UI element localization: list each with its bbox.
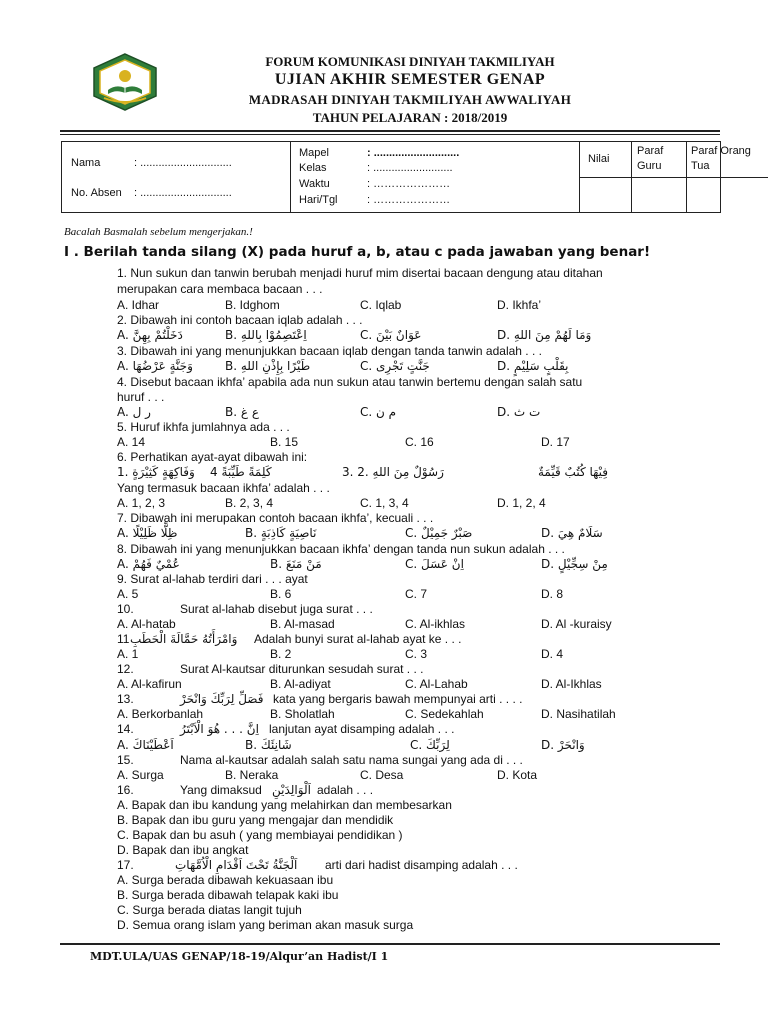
option-3c[interactable]: C. جَنَّتٍ تَجْرِى: [360, 359, 430, 373]
question-5: 5. Huruf ikhfa jumlahnya ada . . .: [117, 420, 290, 434]
option-1b[interactable]: B. Idghom: [225, 298, 280, 312]
option-5a[interactable]: A. 14: [117, 435, 146, 449]
paraf-guru-label-2: Guru: [637, 160, 662, 172]
option-6c[interactable]: C. 1, 3, 4: [360, 496, 409, 510]
option-11a[interactable]: A. 1: [117, 647, 139, 661]
option-7a[interactable]: A. ظِلًّا ظَلِيْلًا: [117, 526, 178, 540]
waktu-label: Waktu: [299, 178, 330, 190]
option-14c[interactable]: C. لِرَبِّكَ: [410, 738, 450, 752]
option-6a[interactable]: A. 1, 2, 3: [117, 496, 166, 510]
option-13d[interactable]: D. Nasihatilah: [541, 707, 616, 721]
option-15b[interactable]: B. Neraka: [225, 768, 279, 782]
header-rule-thin: [60, 134, 720, 135]
question-15: Nama al-kautsar adalah salah satu nama sungai yang ada di . . .: [180, 753, 523, 767]
option-4a[interactable]: A. ر ل: [117, 405, 151, 419]
kelas-field[interactable]: : ..........................: [367, 162, 453, 174]
paraf-guru-label: Paraf: [637, 145, 664, 157]
option-9b[interactable]: B. 6: [270, 587, 292, 601]
absen-field[interactable]: : ..............................: [134, 187, 232, 199]
option-5c[interactable]: C. 16: [405, 435, 434, 449]
option-13a[interactable]: A. Berkorbanlah: [117, 707, 204, 721]
option-10a[interactable]: A. Al-hatab: [117, 617, 176, 631]
question-17-hadist: اَلْجَنَّةُ تَحْتَ اَقْدَامِ الْاُمَّهَاتِ: [175, 858, 298, 872]
question-17-number: 17.: [117, 858, 134, 872]
option-9c[interactable]: C. 7: [405, 587, 428, 601]
question-10-number: 10.: [117, 602, 134, 616]
option-16c[interactable]: C. Bapak dan bu asuh ( yang membiayai pendidikan ): [117, 828, 403, 842]
option-17b[interactable]: B. Surga berada dibawah telapak kaki ibu: [117, 888, 339, 902]
option-14b[interactable]: B. شَانِئَكَ: [245, 738, 292, 752]
question-6: 6. Perhatikan ayat-ayat dibawah ini:: [117, 450, 308, 464]
question-15-number: 15.: [117, 753, 134, 767]
question-9: 9. Surat al-lahab terdiri dari . . . ayat: [117, 572, 308, 586]
footer-code: MDT.ULA/UAS GENAP/18-19/Alqur’an Hadist/I 1: [90, 950, 389, 963]
nama-field[interactable]: : ..............................: [134, 157, 232, 169]
absen-label: No. Absen: [71, 187, 122, 199]
question-6-cont: Yang termasuk bacaan ikhfa’ adalah . . .: [117, 481, 330, 495]
option-10c[interactable]: C. Al-ikhlas: [405, 617, 466, 631]
option-15c[interactable]: C. Desa: [360, 768, 404, 782]
question-7: 7. Dibawah ini merupakan contoh bacaan ikhfa’, kecuali . . .: [117, 511, 434, 525]
option-16a[interactable]: A. Bapak dan ibu kandung yang melahirkan dan membesarkan: [117, 798, 452, 812]
section-title: I . Berilah tanda silang (X) pada huruf a, b, atau c pada jawaban yang benar!: [64, 244, 651, 260]
option-5d[interactable]: D. 17: [541, 435, 570, 449]
option-5b[interactable]: B. 15: [270, 435, 299, 449]
question-16-pre: Yang dimaksud: [180, 783, 262, 797]
option-17a[interactable]: A. Surga berada dibawah kekuasaan ibu: [117, 873, 334, 887]
option-11c[interactable]: C. 3: [405, 647, 428, 661]
option-17d[interactable]: D. Semua orang islam yang beriman akan masuk surga: [117, 918, 414, 932]
option-4d[interactable]: D. ت ث: [497, 405, 541, 419]
question-12: Surat Al-kautsar diturunkan sesudah surat . . .: [180, 662, 424, 676]
option-15d[interactable]: D. Kota: [497, 768, 538, 782]
option-8b[interactable]: B. مَنْ مَنَعَ: [270, 557, 322, 571]
option-7d[interactable]: D. سَلَامٌ هِيَ: [541, 526, 603, 540]
question-11: Adalah bunyi surat al-lahab ayat ke . . .: [254, 632, 462, 646]
nilai-label: Nilai: [588, 153, 610, 165]
question-13-number: 13.: [117, 692, 134, 706]
option-1d[interactable]: D. Ikhfa’: [497, 298, 542, 312]
option-2d[interactable]: D. وَمَا لَهُمْ مِنَ اللهِ: [497, 328, 592, 342]
option-3d[interactable]: D. بِقَلْبٍ سَلِيْمٍ: [497, 359, 569, 373]
student-cell: [62, 142, 291, 212]
option-11b[interactable]: B. 2: [270, 647, 292, 661]
option-6d[interactable]: D. 1, 2, 4: [497, 496, 546, 510]
question-1: 1. Nun sukun dan tanwin berubah menjadi huruf mim disertai bacaan dengung atau ditahan: [117, 266, 603, 280]
option-11d[interactable]: D. 4: [541, 647, 564, 661]
question-2: 2. Dibawah ini contoh bacaan iqlab adalah . . .: [117, 313, 363, 327]
identity-table: [61, 141, 751, 213]
option-7b[interactable]: B. نَاصِيَةٍ كَاذِبَةٍ: [245, 526, 317, 540]
question-11-ayat: وَامْرَأَتُهُ حَمَّالَةَ الْحَطَبِ: [130, 632, 238, 646]
option-13b[interactable]: B. Sholatlah: [270, 707, 335, 721]
academic-year: TAHUN PELAJARAN : 2018/2019: [312, 110, 508, 125]
question-4-cont: huruf . . .: [117, 390, 165, 404]
option-16d[interactable]: D. Bapak dan ibu angkat: [117, 843, 249, 857]
question-12-number: 12.: [117, 662, 134, 676]
option-15a[interactable]: A. Surga: [117, 768, 164, 782]
paraf-guru-cell: [632, 142, 687, 212]
option-2a[interactable]: A. دَخَلْتُمْ بِهِنَّ: [117, 328, 183, 342]
option-1a[interactable]: A. Idhar: [117, 298, 160, 312]
paraf-ortu-label-2: Tua: [691, 160, 710, 172]
mapel-label: Mapel: [299, 147, 329, 159]
option-7c[interactable]: C. صَبْرٌ جَمِيْلٌ: [405, 526, 473, 540]
ayat-item-4: 4 كَلِمَةً طَيِّبَةً: [210, 465, 272, 479]
option-3b[interactable]: B. طَيْرًا بِإِذْنِ اللهِ: [225, 359, 311, 373]
option-4b[interactable]: B. ع غ: [225, 405, 260, 419]
question-8: 8. Dibawah ini yang menunjukkan bacaan ikhfa’ dengan tanda nun sukun adalah . . .: [117, 542, 565, 556]
option-2c[interactable]: C. عَوَانٌ بَيْنَ: [360, 328, 422, 342]
waktu-field[interactable]: : …………………: [367, 178, 451, 190]
option-3a[interactable]: A. وَجَنَّةٍ عَرْضُهَا: [117, 359, 193, 373]
question-3: 3. Dibawah ini yang menunjukkan bacaan iqlab dengan tanda tanwin adalah . . .: [117, 344, 542, 358]
madrasah-name: MADRASAH DINIYAH TAKMILIYAH AWWALIYAH: [248, 92, 572, 107]
option-12d[interactable]: D. Al-Ikhlas: [541, 677, 602, 691]
option-8c[interactable]: C. اِنْ عَسَلَ: [405, 557, 464, 571]
question-13: kata yang bergaris bawah mempunyai arti . . . .: [273, 692, 523, 706]
question-10: Surat al-lahab disebut juga surat . . .: [180, 602, 373, 616]
option-9a[interactable]: A. 5: [117, 587, 139, 601]
ayat-item-1: 1. وَفَاكِهَةٍ كَثِيْرَةٍ: [117, 465, 195, 479]
question-16-post: adalah . . .: [317, 783, 374, 797]
option-12b[interactable]: B. Al-adiyat: [270, 677, 331, 691]
hari-label: Hari/Tgl: [299, 194, 338, 206]
paraf-ortu-label: Paraf Orang: [691, 145, 751, 157]
option-2b[interactable]: B. اِعْتَصِمُوْا بِاللهِ: [225, 328, 307, 342]
option-12a[interactable]: A. Al-kafirun: [117, 677, 182, 691]
question-16-ayat: اَلْوَالِدَيْنِ: [272, 783, 311, 797]
option-6b[interactable]: B. 2, 3, 4: [225, 496, 274, 510]
option-13c[interactable]: C. Sedekahlah: [405, 707, 484, 721]
option-8d[interactable]: D. مِنْ سِجِّيْلٍ: [541, 557, 608, 571]
option-14d[interactable]: D. وَانْحَرْ: [541, 738, 585, 752]
question-14: lanjutan ayat disamping adalah . . .: [269, 722, 455, 736]
option-9d[interactable]: D. 8: [541, 587, 564, 601]
question-14-number: 14.: [117, 722, 134, 736]
header-rule: [60, 130, 720, 132]
question-16-number: 16.: [117, 783, 134, 797]
ayat-item-3-2: 3. رَسُوْلٌ مِنَ اللهِ .2: [342, 465, 444, 479]
kelas-label: Kelas: [299, 162, 327, 174]
option-16b[interactable]: B. Bapak dan ibu guru yang mengajar dan mendidik: [117, 813, 394, 827]
exam-title: UJIAN AKHIR SEMESTER GENAP: [274, 71, 546, 88]
nilai-cell: [580, 142, 632, 212]
option-8a[interactable]: A. عُمْيٌ فَهُمْ: [117, 557, 180, 571]
question-1-cont: merupakan cara membaca bacaan . . .: [117, 282, 323, 296]
ayat-item-x: فِيْهَا كُتُبٌ قَيِّمَةٌ: [538, 465, 609, 479]
hari-field[interactable]: : …………………: [367, 194, 451, 206]
option-10d[interactable]: D. Al -kuraisy: [541, 617, 612, 631]
option-14a[interactable]: A. اَعْطَيْنَاكَ: [117, 738, 174, 752]
question-17: arti dari hadist disamping adalah . . .: [325, 858, 518, 872]
option-10b[interactable]: B. Al-masad: [270, 617, 335, 631]
book-emblem-icon: [90, 52, 160, 112]
footer-rule: [60, 943, 720, 945]
question-13-ayat: فَصَلِّ لِرَبِّكَ وَانْحَرْ: [180, 692, 264, 706]
question-14-ayat: اِنَّ . . . هُوَ الْاَبْتَرُ: [180, 722, 259, 736]
question-4: 4. Disebut bacaan ikhfa’ apabila ada nun sukun atau tanwin bertemu dengan salah satu: [117, 375, 583, 389]
mapel-field[interactable]: : ............................: [367, 147, 460, 159]
paraf-ortu-cell: [687, 142, 768, 212]
instruction: Bacalah Basmalah sebelum mengerjakan.!: [64, 226, 253, 238]
option-17c[interactable]: C. Surga berada diatas langit tujuh: [117, 903, 302, 917]
option-12c[interactable]: C. Al-Lahab: [405, 677, 468, 691]
nama-label: Nama: [71, 157, 101, 169]
question-11-number: 11: [117, 632, 130, 646]
subject-cell: [291, 142, 580, 212]
option-1c[interactable]: C. Iqlab: [360, 298, 402, 312]
institution-name: FORUM KOMUNIKASI DINIYAH TAKMILIYAH: [265, 54, 555, 69]
option-4c[interactable]: C. م ن: [360, 405, 397, 419]
